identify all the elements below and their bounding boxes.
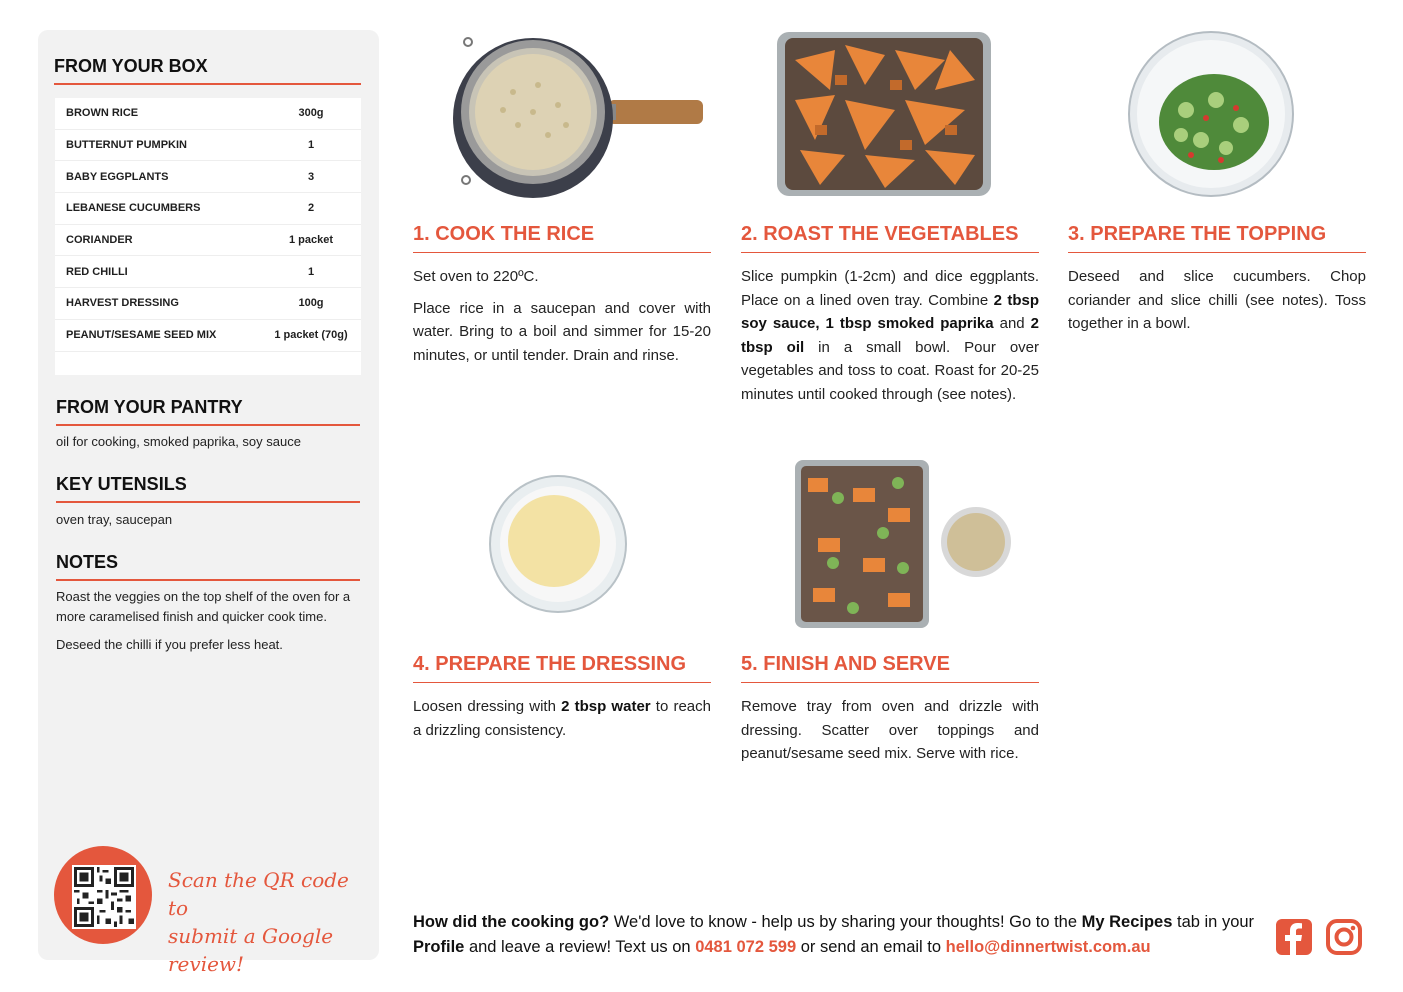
sidebar [38, 30, 379, 976]
table-row [55, 256, 361, 288]
ingredient-name: PEANUT/SESAME SEED MIX [66, 329, 217, 342]
footer-text: We'd love to know - help us by sharing your thoughts! Go to the [609, 913, 1082, 931]
step-text: Set oven to 220ºC. [413, 268, 539, 285]
step-2 [741, 223, 1039, 414]
qr-code-icon [72, 865, 136, 929]
step-bold-run: 2 tbsp water [561, 698, 651, 715]
utensils-text: oven tray, saucepan [56, 512, 173, 527]
footer-text: and leave a review! Text us on [464, 938, 696, 956]
ingredient-name: BUTTERNUT PUMPKIN [66, 139, 187, 152]
table-row [55, 130, 361, 162]
step-title: 5. FINISH AND SERVE [741, 653, 1039, 683]
step-text: Remove tray from oven and drizzle with dressing. Scatter over toppings and peanut/sesame seed mix. Serve with rice. [741, 698, 1039, 762]
step-body [413, 265, 711, 367]
rice-strainer-image [448, 30, 703, 200]
feedback-footer [413, 910, 1263, 960]
step-5 [741, 653, 1039, 774]
step-text-run: Loosen dressing with [413, 698, 562, 715]
notes-title: NOTES [56, 552, 360, 581]
step-title: 4. PREPARE THE DRESSING [413, 653, 711, 683]
step-text: Place rice in a saucepan and cover with water. Bring to a boil and simmer for 15-20 minutes, or until tender. Drain and rinse. [413, 299, 711, 364]
qr-caption-line: Scan the QR code to [168, 868, 349, 920]
step-1 [413, 223, 711, 375]
ingredient-qty: 3 [307, 170, 315, 183]
profile-label: Profile [413, 938, 465, 956]
step-title: 2. ROAST THE VEGETABLES [741, 223, 1039, 253]
footer-text: or send an email to [796, 938, 946, 956]
ingredient-qty: 100g [298, 297, 324, 310]
step-title: 3. PREPARE THE TOPPING [1068, 223, 1366, 253]
step-body [741, 695, 1039, 766]
step-text-run: and [993, 315, 1031, 332]
from-your-box-title: FROM YOUR BOX [54, 56, 361, 85]
phone-link[interactable]: 0481 072 599 [695, 938, 797, 956]
notes [56, 587, 362, 663]
step-title: 1. COOK THE RICE [413, 223, 711, 253]
ingredient-qty: 300g [298, 107, 324, 120]
ingredient-qty: 1 [307, 139, 315, 152]
ingredient-name: LEBANESE CUCUMBERS [66, 202, 201, 215]
ingredients-table [55, 98, 361, 375]
step-4 [413, 653, 711, 750]
table-row [55, 225, 361, 257]
step-body [741, 265, 1039, 406]
step-text [413, 695, 711, 742]
ingredient-qty: 1 packet (70g) [274, 329, 348, 342]
step-bold-run: 2 tbsp soy sauce, 1 tbsp smoked paprika [741, 291, 1039, 332]
step-text: Deseed and slice cucumbers. Chop coriander and slice chilli (see notes). Toss together in a bowl. [1068, 268, 1366, 332]
step-text-run: to reach a drizzling consistency. [413, 698, 711, 739]
my-recipes-label: My Recipes [1081, 913, 1173, 931]
roast-vegetables-tray-image [775, 30, 993, 198]
ingredient-name: BABY EGGPLANTS [66, 170, 169, 183]
note-item: Deseed the chilli if you prefer less heat. [56, 637, 283, 652]
table-row [55, 288, 361, 320]
facebook-icon[interactable] [1275, 918, 1313, 956]
ingredient-name: RED CHILLI [66, 265, 128, 278]
step-body [413, 695, 711, 742]
ingredient-qty: 1 [307, 265, 315, 278]
qr-caption [168, 866, 368, 978]
table-row [55, 193, 361, 225]
qr-badge[interactable] [54, 846, 152, 944]
cucumber-topping-bowl-image [1126, 30, 1296, 198]
dressing-bowl-image [488, 475, 628, 613]
note-item: Roast the veggies on the top shelf of the oven for a more caramelised finish and quicker cook time. [56, 589, 351, 624]
ingredient-name: CORIANDER [66, 234, 133, 247]
email-link[interactable]: hello@dinnertwist.com.au [945, 938, 1151, 956]
table-row [55, 98, 361, 130]
ingredient-name: BROWN RICE [66, 107, 139, 120]
step-text-run: in a small bowl. Pour over vegetables and toss to coat. Roast for 20-25 minutes until cooked through (see notes). [741, 338, 1040, 403]
finished-dish-image [793, 458, 1015, 630]
footer-question: How did the cooking go? [413, 913, 610, 931]
instagram-icon[interactable] [1325, 918, 1363, 956]
ingredient-qty: 2 [307, 202, 315, 215]
qr-caption-line: submit a Google review! [168, 924, 334, 976]
step-body [1068, 265, 1366, 336]
step-3 [1068, 223, 1366, 344]
pantry-text: oil for cooking, smoked paprika, soy sauce [56, 434, 301, 449]
footer-text: tab in your [1172, 913, 1255, 931]
step-text [741, 265, 1039, 406]
ingredient-qty: 1 packet [288, 234, 334, 247]
key-utensils-title: KEY UTENSILS [56, 474, 360, 503]
step-text-run: Slice pumpkin (1-2cm) and dice eggplants. Place on a lined oven tray. Combine [741, 268, 1039, 309]
step-bold-run: 2 tbsp oil [741, 315, 1039, 356]
ingredient-name: HARVEST DRESSING [66, 297, 179, 310]
table-row [55, 320, 361, 352]
table-row [55, 161, 361, 193]
from-your-pantry-title: FROM YOUR PANTRY [56, 397, 360, 426]
